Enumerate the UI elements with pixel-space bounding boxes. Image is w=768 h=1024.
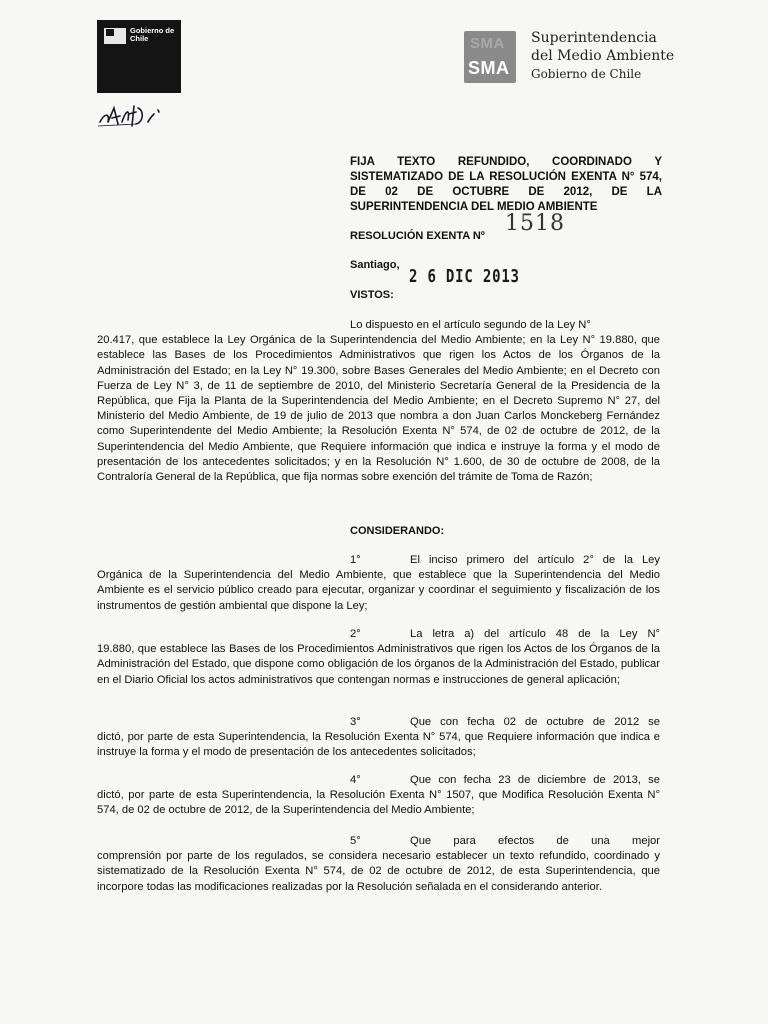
title-line: DE 02 DE OCTUBRE DE 2012, DE LA <box>350 186 662 198</box>
title-line: SISTEMATIZADO DE LA RESOLUCIÓN EXENTA N° 574, <box>350 171 662 183</box>
considerando-item <box>97 553 660 614</box>
considerando-item <box>97 715 660 761</box>
vistos-body: 20.417, que establece la Ley Orgánica de la Superintendencia del Medio Ambiente; en la Ley N° 19.880, que establece las Bases de los Procedimientos Administrativos que rigen los Actos de los Órganos de la Administración del Estado; en la Ley N° 19.300, sobre Bases Generales del Medio Ambiente; en el Decreto con Fuerza de Ley N° 3, de 11 de septiembre de 2010, del Ministerio Secretaría General de la Presidencia de la República, que Fija la Planta de la Superintendencia del Medio Ambiente; en el Decreto Supremo N° 27, del Ministerio del Medio Ambiente, de 19 de julio de 2013 que nombra a don Juan Carlos Monckeberg Fernández como Superintendente del Medio Ambiente; la Resolución Exenta N° 574, de 02 de octubre de 2012, de la Superintendencia del Medio Ambiente, que Requiere información que indica e instruye la forma y el modo de presentación de los antecedentes solicitados; y en la Resolución N° 1.600, de 30 de octubre de 2008, de la Contraloría General de la República, que fija normas sobre exención del trámite de Toma de Razón; <box>97 334 660 484</box>
sma-name-line3: Gobierno de Chile <box>531 67 642 81</box>
resolution-title <box>350 155 662 215</box>
sma-logo-text: SMA <box>468 58 510 78</box>
vistos-first-line: Lo dispuesto en el artículo segundo de la Ley N° <box>350 319 591 331</box>
place-label: Santiago, <box>350 259 400 271</box>
item-body: dictó, por parte de esta Superintendencia, la Resolución Exenta N° 1507, que Modifica Resolución Exenta N° 574, de 02 de octubre de 2012, de la Superintendencia del Medio Ambiente; <box>97 789 660 817</box>
gobierno-de-chile-logo <box>97 20 181 93</box>
item-first-line: El inciso primero del artículo 2° de la Ley <box>410 554 660 566</box>
sma-logo <box>464 31 516 83</box>
item-number: 2° <box>350 628 361 640</box>
title-line: SUPERINTENDENCIA DEL MEDIO AMBIENTE <box>350 201 598 213</box>
item-first-line: Que con fecha 23 de diciembre de 2013, se <box>410 774 660 786</box>
item-number: 4° <box>350 774 361 786</box>
item-number: 1° <box>350 554 361 566</box>
item-body: Orgánica de la Superintendencia del Medio Ambiente, que establece que la Superintendencia del Medio Ambiente es el servicio público creado para ejecutar, organizar y coordinar el seguimiento y fiscalización de los instrumentos de gestión ambiental que dispone la Ley; <box>97 569 660 612</box>
item-number: 5° <box>350 835 361 847</box>
item-number: 3° <box>350 716 361 728</box>
considerando-item <box>97 834 660 895</box>
sma-institution-name <box>531 29 731 83</box>
vistos-paragraph <box>97 318 660 485</box>
item-first-line: La letra a) del artículo 48 de la Ley N° <box>410 628 660 640</box>
item-body: dictó, por parte de esta Superintendencia, la Resolución Exenta N° 574, que Requiere información que indica e instruye la forma y el modo de presentación de los antecedentes solicitados; <box>97 731 660 759</box>
considerando-item <box>97 627 660 688</box>
initials-signature <box>96 100 166 132</box>
item-body: 19.880, que establece las Bases de los Procedimientos Administrativos que rigen los Actos de los Órganos de la Administración del Estado, que dispone como obligación de los órganos de la Administración del Estado, publicar en el Diario Oficial los actos administrativos que contengan normas e instrucciones de general aplicación; <box>97 643 660 686</box>
sma-logo-ghost-text: SMA <box>470 35 505 52</box>
gobierno-logo-text: Gobierno de Chile <box>130 26 175 43</box>
considerando-heading: CONSIDERANDO: <box>350 525 445 537</box>
title-line: FIJA TEXTO REFUNDIDO, COORDINADO Y <box>350 156 662 168</box>
item-first-line: Que con fecha 02 de octubre de 2012 se <box>410 716 660 728</box>
chile-flag-icon <box>104 28 126 44</box>
sma-name-line1: Superintendencia <box>531 30 657 46</box>
sma-name-line2: del Medio Ambiente <box>531 48 675 64</box>
item-body: comprensión por parte de los regulados, se considera necesario establecer un texto refundido, coordinado y sistematizado de la Resolución Exenta N° 574, de 02 de octubre de 2012, de esta Superintendencia, que incorpore todas las modificaciones realizadas por la Resolución señalada en el considerando anterior. <box>97 850 660 893</box>
considerando-item <box>97 773 660 819</box>
vistos-heading: VISTOS: <box>350 289 394 301</box>
resolution-label: RESOLUCIÓN EXENTA Nº <box>350 230 485 242</box>
item-first-line: Que para efectos de una mejor <box>410 835 660 847</box>
date-stamp: 2 6 DIC 2013 <box>409 266 520 287</box>
resolution-number-stamp: 1518 <box>505 211 565 236</box>
